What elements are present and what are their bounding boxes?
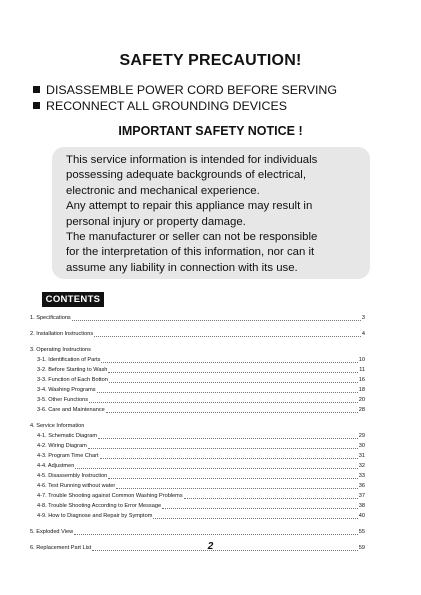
toc-entry-title: 4-7. Trouble Shooting against Common Washing Problems	[37, 493, 183, 499]
toc-leader	[74, 525, 358, 535]
contents-label: CONTENTS	[42, 292, 104, 307]
notice-line: for the interpretation of this information, nor can it	[66, 246, 315, 259]
toc-entry-page: 29	[358, 433, 365, 439]
toc-leader	[153, 509, 357, 519]
toc-section-title: 4. Service Information	[30, 423, 85, 429]
toc-section	[30, 421, 365, 521]
toc-entry-page: 10	[358, 357, 365, 363]
toc-entry-title: 4-3. Program Time Chart	[37, 453, 99, 459]
toc-leader	[100, 449, 358, 459]
toc-entry-page: 30	[358, 443, 365, 449]
toc-entry[interactable]	[30, 329, 365, 339]
notice-line: Any attempt to repair this appliance may result in	[66, 200, 313, 213]
toc-leader	[94, 327, 361, 337]
notice-line: The manufacturer or seller can not be responsible	[66, 231, 318, 244]
toc-entry-page: 37	[358, 493, 365, 499]
notice-line: possessing adequate backgrounds of electrical,	[66, 169, 306, 182]
toc-entry-page: 4	[361, 331, 365, 337]
notice-heading: IMPORTANT SAFETY NOTICE !	[118, 124, 303, 138]
toc-entry-title: 3-3. Function of Each Botton	[37, 377, 108, 383]
toc-entry-title: 4-8. Trouble Shooting According to Error Message	[37, 503, 162, 509]
square-bullet-icon	[33, 102, 40, 109]
toc-entry-page: 55	[358, 529, 365, 535]
toc-entry-page: 32	[358, 463, 365, 469]
toc-leader	[116, 479, 358, 489]
toc-entry-page: 16	[358, 377, 365, 383]
toc-entry-title: 3-6. Care and Maintenance	[37, 407, 105, 413]
warning-text: RECONNECT ALL GROUNDING DEVICES	[46, 99, 287, 113]
toc-entry-title: 4-1. Schematic Diagram	[37, 433, 97, 439]
toc-entry[interactable]	[30, 527, 365, 537]
warning-list	[33, 82, 337, 114]
toc-leader	[89, 393, 358, 403]
toc-entry-title: 2. Installation Instructions	[30, 331, 94, 337]
toc-entry-title: 5. Exploded View	[30, 529, 74, 535]
toc-leader	[162, 499, 358, 509]
toc-section-title: 3. Operating Instructions	[30, 347, 91, 353]
toc-entry[interactable]	[30, 511, 365, 521]
toc-entry-page: 38	[358, 503, 365, 509]
toc-leader	[108, 469, 358, 479]
toc-section	[30, 329, 365, 339]
toc-entry-title: 3-4. Washing Programs	[37, 387, 96, 393]
toc-entry-page: 33	[358, 473, 365, 479]
toc-entry-title: 6. Replacement Part List	[30, 545, 92, 551]
toc-section	[30, 345, 365, 415]
toc-entry-title: 4-6. Test Running without water	[37, 483, 116, 489]
toc-entry[interactable]	[30, 313, 365, 323]
toc-entry-title: 4-4. Adjustmen	[37, 463, 75, 469]
toc-section	[30, 313, 365, 323]
notice-line: personal injury or property damage.	[66, 215, 246, 228]
toc-leader	[88, 439, 358, 449]
toc-entry-page: 36	[358, 483, 365, 489]
toc-entry-page: 40	[358, 513, 365, 519]
notice-line: assume any liability in connection with its use.	[66, 261, 298, 274]
warning-text: DISASSEMBLE POWER CORD BEFORE SERVING	[46, 83, 338, 97]
notice-line: This service information is intended for individuals	[66, 154, 318, 166]
toc-leader	[97, 383, 358, 393]
toc-leader	[108, 363, 358, 373]
toc-leader	[106, 403, 358, 413]
toc-entry-title: 3-5. Other Functions	[37, 397, 88, 403]
table-of-contents	[30, 313, 365, 559]
square-bullet-icon	[33, 86, 40, 93]
toc-entry-title: 3-2. Before Starting to Wash	[37, 367, 108, 373]
page-number: 2	[207, 541, 214, 552]
toc-leader	[98, 429, 358, 439]
toc-entry-page: 28	[358, 407, 365, 413]
toc-entry-page: 20	[358, 397, 365, 403]
toc-leader	[72, 311, 361, 321]
toc-entry-title: 4-2. Wiring Diagram	[37, 443, 87, 449]
toc-entry-page: 11	[359, 367, 365, 373]
toc-entry-page: 31	[358, 453, 365, 459]
warning-item	[33, 82, 337, 98]
toc-entry-title: 1. Specifications	[30, 315, 71, 321]
toc-entry-page: 59	[358, 545, 365, 551]
toc-leader	[184, 489, 358, 499]
toc-entry-page: 18	[358, 387, 365, 393]
toc-entry-page: 3	[361, 315, 365, 321]
notice-line: electronic and mechanical experience.	[66, 184, 260, 197]
toc-entry-title: 4-5. Disassembly Instruction	[37, 473, 108, 479]
toc-entry[interactable]	[30, 405, 365, 415]
toc-leader	[109, 373, 358, 383]
page-title: SAFETY PRECAUTION!	[119, 52, 302, 69]
warning-item	[33, 98, 337, 114]
toc-leader	[101, 353, 357, 363]
toc-entry-title: 3-1. Identification of Parts	[37, 357, 101, 363]
notice-text	[66, 153, 366, 276]
toc-section	[30, 527, 365, 537]
toc-leader	[75, 459, 357, 469]
toc-entry-title: 4-9. How to Diagnose and Repair by Symptom	[37, 513, 153, 519]
